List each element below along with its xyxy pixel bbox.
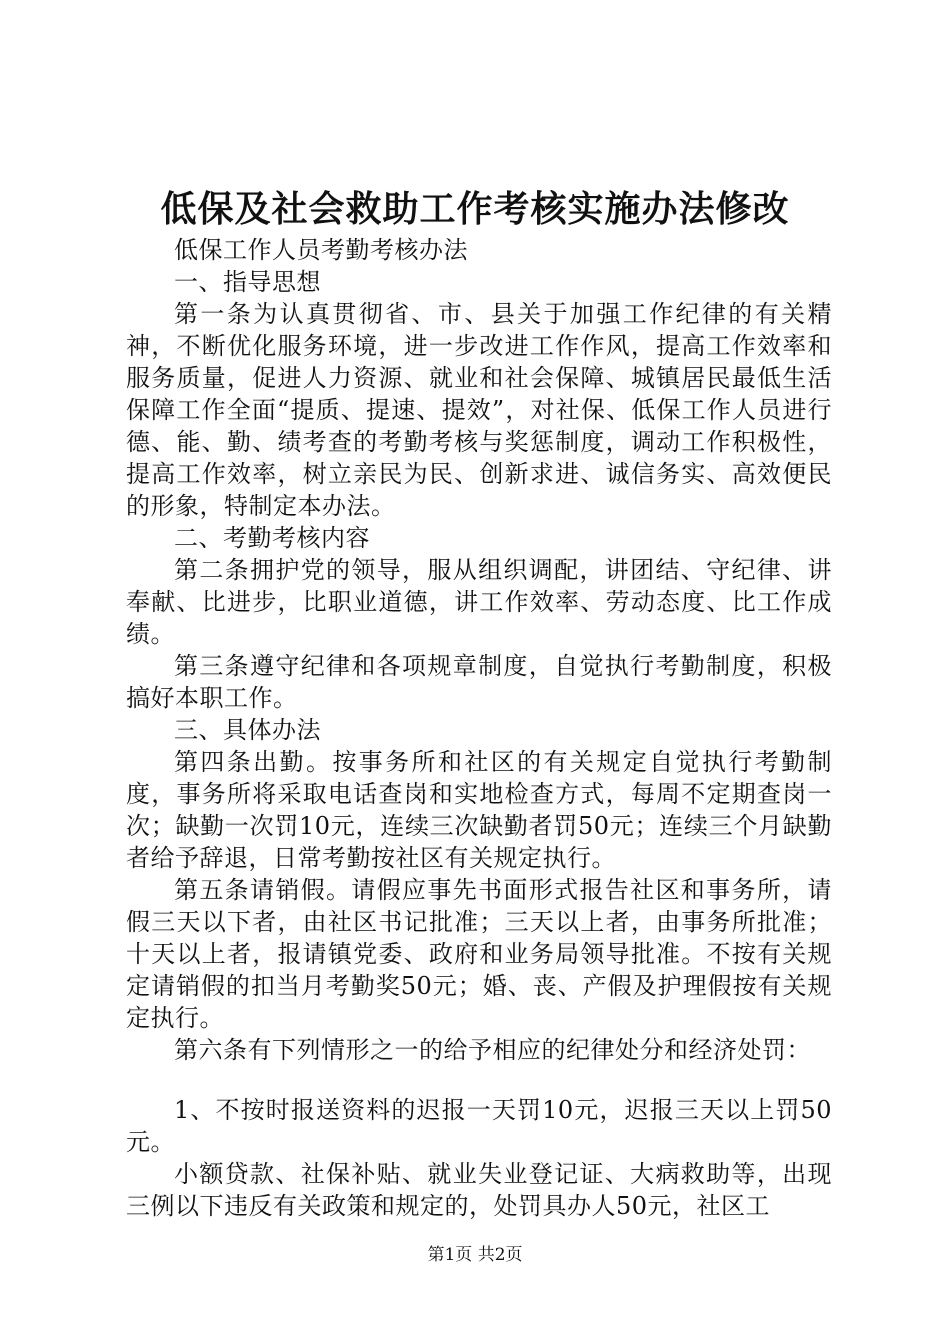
paragraph-article-2: 第二条拥护党的领导，服从组织调配，讲团结、守纪律、讲奉献、比进步，比职业道德，讲工作效率、劳动态度、比工作成绩。 bbox=[126, 556, 832, 648]
paragraph-item-continued: 小额贷款、社保补贴、就业失业登记证、大病救助等，出现三例以下违反有关政策和规定的，处罚具办人50元，社区工 bbox=[126, 1160, 832, 1220]
page-footer: 第1页 共2页 bbox=[427, 1245, 523, 1265]
paragraph-article-4: 第四条出勤。按事务所和社区的有关规定自觉执行考勤制度，事务所将采取电话查岗和实地检查方式，每周不定期查岗一次；缺勤一次罚10元，连续三次缺勤者罚50元；连续三个月缺勤者给予辞退，日常考勤按社区有关规定执行。 bbox=[126, 748, 832, 872]
section-heading-2: 二、考勤考核内容 bbox=[174, 524, 370, 552]
paragraph-article-5: 第五条请销假。请假应事先书面形式报告社区和事务所，请假三天以下者，由社区书记批准；三天以上者，由事务所批准；十天以上者，报请镇党委、政府和业务局领导批准。不按有关规定请销假的扣当月考勤奖50元；婚、丧、产假及护理假按有关规定执行。 bbox=[126, 876, 832, 1032]
paragraph-article-3: 第三条遵守纪律和各项规章制度，自觉执行考勤制度，积极搞好本职工作。 bbox=[126, 652, 832, 712]
paragraph-item-1: 1、不按时报送资料的迟报一天罚10元，迟报三天以上罚50元。 bbox=[126, 1096, 832, 1156]
paragraph-subtitle: 低保工作人员考勤考核办法 bbox=[174, 236, 468, 264]
document-body bbox=[126, 234, 832, 1222]
document-title: 低保及社会救助工作考核实施办法修改 bbox=[160, 188, 790, 230]
paragraph-article-1: 第一条为认真贯彻省、市、县关于加强工作纪律的有关精神，不断优化服务环境，进一步改进工作作风，提高工作效率和服务质量，促进人力资源、就业和社会保障、城镇居民最低生活保障工作全面“提质、提速、提效”，对社保、低保工作人员进行德、能、勤、绩考查的考勤考核与奖惩制度，调动工作积极性，提高工作效率，树立亲民为民、创新求进、诚信务实、高效便民的形象，特制定本办法。 bbox=[126, 300, 832, 520]
section-heading-1: 一、指导思想 bbox=[174, 268, 321, 296]
section-heading-3: 三、具体办法 bbox=[174, 716, 321, 744]
paragraph-article-6: 第六条有下列情形之一的给予相应的纪律处分和经济处罚： bbox=[174, 1036, 811, 1064]
